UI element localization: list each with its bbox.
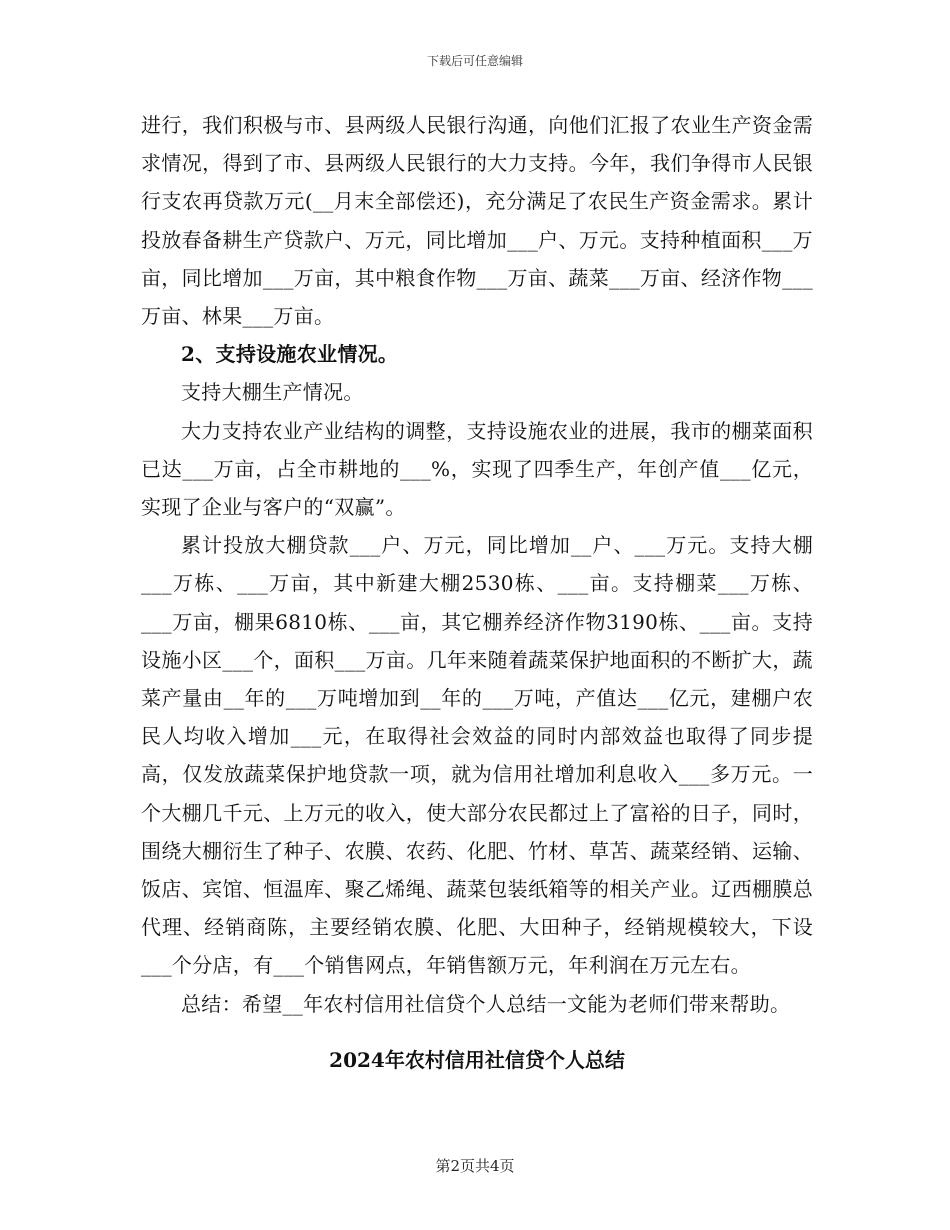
paragraph-funding: 进行，我们积极与市、县两级人民银行沟通，向他们汇报了农业生产资金需求情况，得到了市、县两级人民银行的大力支持。今年，我们争得市人民银行支农再贷款万元(__月末全部偿还)，充分满足了农民生产资金需求。累计投放春备耕生产贷款户、万元，同比增加___户、万元。支持种植面积___万亩，同比增加___万亩，其中粮食作物___万亩、蔬菜___万亩、经济作物___万亩、林果___万亩。 [141, 113, 813, 329]
document-title: 2024年农村信用社信贷个人总结 [329, 1047, 625, 1072]
page-footer: 第2页共4页 [435, 1157, 515, 1175]
section-heading-facility-agriculture: 2、支持设施农业情况。 [181, 342, 399, 367]
paragraph-summary: 总结：希望__年农村信用社信贷个人总结一文能为老师们带来帮助。 [181, 991, 791, 1016]
paragraph-greenhouse-loans: 累计投放大棚贷款___户、万元，同比增加__户、___万元。支持大棚___万栋、___万亩，其中新建大棚2530栋、___亩。支持棚菜___万栋、___万亩，棚果6810栋、___亩，其它棚养经济作物3190栋、___亩。支持设施小区___个，面积___万亩。几年来随着蔬菜保护地面积的不断扩大，蔬菜产量由__年的___万吨增加到__年的___万吨，产值达___亿元，建棚户农民人均收入增加___元，在取得社会效益的同时内部效益也取得了同步提高，仅发放蔬菜保护地贷款一项，就为信用社增加利息收入___多万元。一个大棚几千元、上万元的收入，使大部分农民都过上了富裕的日子，同时，围绕大棚衍生了种子、农膜、农药、化肥、竹材、草苫、蔬菜经销、运输、饭店、宾馆、恒温库、聚乙烯绳、蔬菜包装纸箱等的相关产业。辽西棚膜总代理、经销商陈，主要经销农膜、化肥、大田种子，经销规模较大，下设___个分店，有___个销售网点，年销售额万元，年利润在万元左右。 [141, 533, 813, 978]
document-body [141, 106, 813, 1079]
paragraph-structure-adjustment: 大力支持农业产业结构的调整，支持设施农业的进展，我市的棚菜面积已达___万亩，占全市耕地的___%，实现了四季生产，年创产值___亿元，实现了企业与客户的“双赢”。 [141, 418, 813, 520]
paragraph-greenhouse-intro: 支持大棚生产情况。 [181, 380, 364, 405]
page-header: 下载后可任意编辑 [426, 54, 523, 68]
